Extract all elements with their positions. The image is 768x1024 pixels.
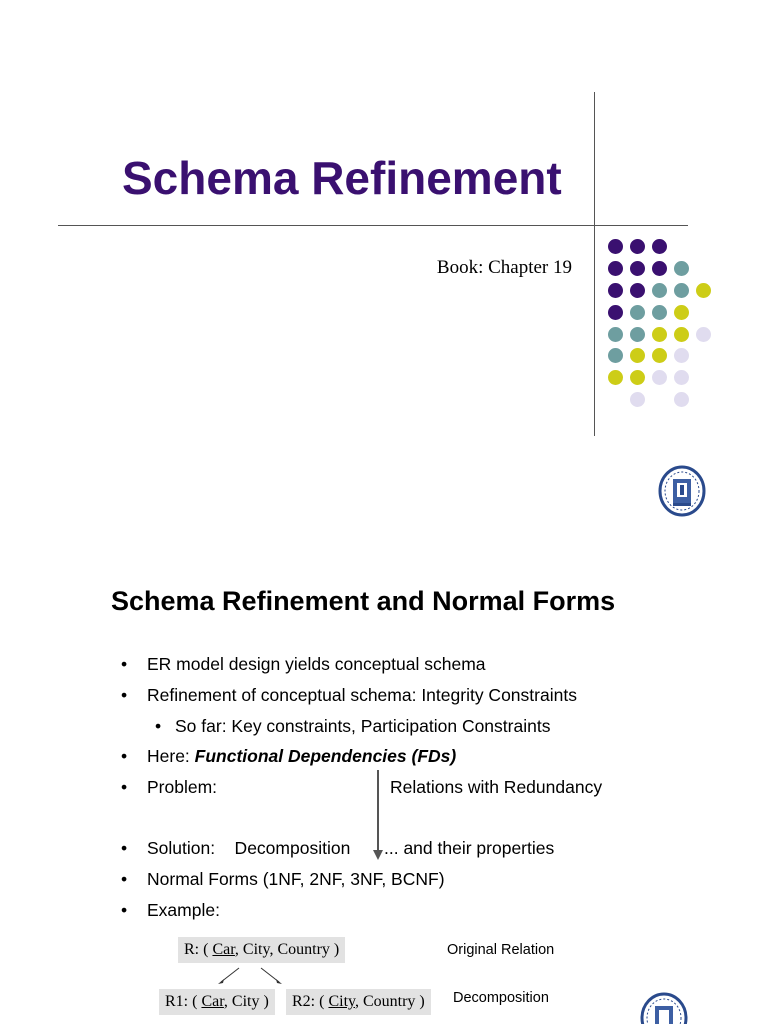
dot [630, 305, 645, 320]
bullet-marker: • [155, 716, 162, 736]
dot [630, 392, 645, 407]
dot [674, 392, 689, 407]
university-seal-icon [640, 992, 688, 1024]
sub-bullet-item [155, 715, 550, 737]
dot [630, 283, 645, 298]
down-arrow-icon [372, 770, 384, 862]
dot [630, 327, 645, 342]
dot [652, 261, 667, 276]
dot [630, 348, 645, 363]
dot [696, 283, 711, 298]
problem-description: Relations with Redundancy [390, 777, 603, 797]
dot [608, 239, 623, 254]
dot [608, 327, 623, 342]
bullet-text: Normal Forms (1NF, 2NF, 3NF, BCNF) [147, 869, 445, 889]
dot [608, 305, 623, 320]
bullet-marker: • [121, 900, 128, 920]
dot [674, 327, 689, 342]
bullet-text: So far: Key constraints, Participation Constraints [175, 716, 551, 736]
bullet-item [121, 653, 486, 675]
bullet-text: ER model design yields conceptual schema [147, 654, 486, 674]
dot [608, 283, 623, 298]
bullet-item [121, 899, 220, 921]
university-seal-icon [658, 465, 706, 517]
bullet-marker: • [121, 654, 128, 674]
dot [630, 261, 645, 276]
relation-r2-box [286, 989, 431, 1015]
dot [674, 283, 689, 298]
relation-text: R: ( [184, 941, 213, 958]
slide-title: Schema Refinement [122, 152, 562, 204]
slide-title: Schema Refinement and Normal Forms [111, 586, 616, 616]
bullet-item [121, 868, 445, 890]
dot [674, 370, 689, 385]
decomposition-label: Decomposition [453, 990, 549, 1006]
bullet-item [121, 745, 456, 767]
relation-text: R1: ( [165, 993, 202, 1010]
dot [652, 327, 667, 342]
dot [652, 239, 667, 254]
relation-text: , City ) [223, 993, 269, 1010]
dot [696, 327, 711, 342]
dot [630, 370, 645, 385]
bullet-prefix: Here: [147, 746, 195, 766]
bullet-marker: • [121, 838, 128, 858]
key-attribute: City [328, 993, 355, 1010]
bullet-item [121, 837, 350, 859]
bullet-text: Problem: [147, 777, 218, 797]
bullet-item [121, 684, 577, 706]
solution-description: ... and their properties [384, 838, 555, 858]
original-relation-label: Original Relation [447, 942, 555, 958]
relation-text: R2: ( [292, 993, 329, 1010]
bullet-text: Example: [147, 900, 220, 920]
relation-text: , City, Country ) [234, 941, 340, 958]
bullet-item [121, 776, 217, 798]
vertical-divider [594, 92, 595, 436]
dot [652, 348, 667, 363]
dot [674, 305, 689, 320]
bullet-marker: • [121, 746, 128, 766]
bullet-emphasis: Functional Dependencies (FDs) [194, 746, 457, 766]
dot [674, 261, 689, 276]
relation-r-box [178, 937, 345, 963]
dot [652, 305, 667, 320]
dot [608, 348, 623, 363]
bullet-text: Refinement of conceptual schema: Integrity Constraints [147, 685, 577, 705]
slide-subtitle: Book: Chapter 19 [436, 257, 572, 278]
key-attribute: Car [201, 993, 224, 1010]
bullet-marker: • [121, 777, 128, 797]
dot [652, 370, 667, 385]
key-attribute: Car [212, 941, 235, 958]
bullet-marker: • [121, 685, 128, 705]
dot [630, 239, 645, 254]
dot [674, 348, 689, 363]
dot [652, 283, 667, 298]
bullet-text: Solution: Decomposition [147, 838, 351, 858]
relation-r1-box [159, 989, 275, 1015]
decomposition-arrows [215, 966, 285, 986]
bullet-marker: • [121, 869, 128, 889]
dot [608, 261, 623, 276]
relation-text: , Country ) [354, 993, 425, 1010]
dot [608, 370, 623, 385]
